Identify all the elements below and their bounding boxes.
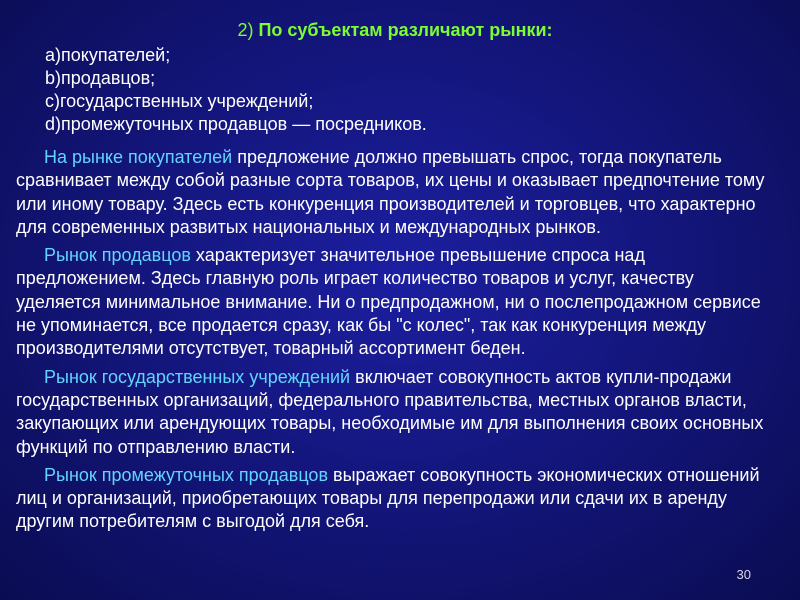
heading-number: 2) bbox=[237, 20, 259, 40]
paragraph-buyers-market bbox=[16, 146, 776, 239]
heading-title: По субъектам различают рынки: bbox=[258, 20, 553, 40]
slide-heading bbox=[0, 20, 790, 41]
term-buyers-market: На рынке покупателей bbox=[44, 147, 233, 167]
paragraph-text: характеризует значительное превышение спроса над предложением. Здесь главную роль играет количество товаров и услуг, качеству уделяется минимальное внимание. Ни о предпродажном, ни о послепродажном сервисе не упоминается, все продается сразу, как бы "с колес", так как конкуренция между производителями отсутствует, товарный ассортимент беден. bbox=[16, 245, 761, 359]
list-item-intermediaries: d)промежуточных продавцов — посредников. bbox=[45, 114, 427, 134]
term-government-market: Рынок государственных учреждений bbox=[44, 366, 351, 387]
list-item-buyers: a)покупателей; bbox=[45, 45, 171, 65]
body-text bbox=[16, 146, 776, 539]
paragraph-text: выражает совокупность экономических отношений лиц и организаций, приобретающих товары для перепродажи или сдачи их в аренду другим потребителям с выгодой для себя. bbox=[16, 464, 760, 532]
list-item-government: c)государственных учреждений; bbox=[45, 91, 314, 111]
paragraph-text: включает совокупность актов купли-продажи государственных организаций, федерального правительства, местных органов власти, закупающих или арендующих товары, необходимые им для выполнения своих основных функций по отправлению власти. bbox=[16, 366, 764, 457]
list-item-sellers: b)продавцов; bbox=[45, 68, 156, 88]
paragraph-text: предложение должно превышать спрос, тогда покупатель сравнивает между собой разные сорта товаров, их цены и оказывает предпочтение тому или иному товару. Здесь есть конкуренция производителей и торговцев, что характерно для современных развитых национальных и международных рынков. bbox=[16, 147, 765, 237]
term-intermediaries-market: Рынок промежуточных продавцов bbox=[44, 464, 329, 485]
paragraph-government-market bbox=[16, 366, 776, 459]
paragraph-sellers-market bbox=[16, 244, 776, 360]
term-sellers-market: Рынок продавцов bbox=[44, 245, 191, 266]
paragraph-intermediaries-market bbox=[16, 464, 776, 534]
market-types-list bbox=[45, 44, 427, 136]
page-number: 30 bbox=[736, 567, 751, 582]
